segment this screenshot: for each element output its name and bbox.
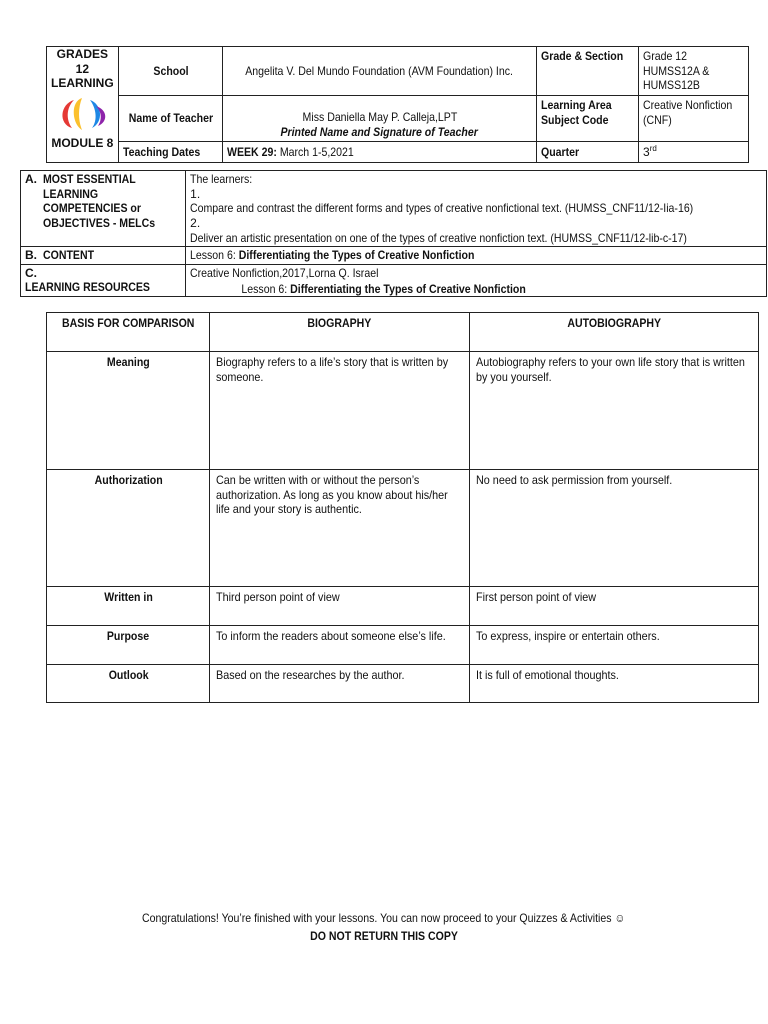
biography-cell: Biography refers to a life’s story that is written by someone.	[210, 352, 469, 470]
module-logo-cell	[47, 47, 119, 163]
teacher-label: Name of Teacher	[118, 95, 223, 141]
learning-area-label: Learning Area Subject Code	[536, 95, 638, 141]
grade-section-label: Grade & Section	[536, 47, 638, 96]
teaching-dates-label: Teaching Dates	[118, 142, 223, 163]
objective-item: 1. Compare and contrast the different forms and types of creative nonfictional text. (HUMSS_CNF11/12-Iia-16)	[190, 186, 694, 216]
table-row	[47, 626, 759, 665]
autobiography-cell: Autobiography refers to your own life story that is written by you yourself.	[469, 352, 758, 470]
autobiography-cell: It is full of emotional thoughts.	[469, 665, 758, 703]
basis-cell: Purpose	[47, 626, 210, 665]
quarter-label: Quarter	[536, 142, 638, 163]
header-biography: BIOGRAPHY	[210, 313, 469, 352]
learning-area-value: Creative Nonfiction (CNF)	[639, 95, 749, 141]
autobiography-cell: No need to ask permission from yourself.	[469, 470, 758, 587]
melc-table	[20, 170, 767, 297]
biography-cell: Can be written with or without the person’s authorization. As long as you know about his/her life and your story is authentic.	[210, 470, 469, 587]
header-basis: BASIS FOR COMPARISON	[47, 313, 210, 352]
table-row	[47, 470, 759, 587]
objective-item: 2. Deliver an artistic presentation on one of the types of creative nonfiction text. (HUMSS_CNF11/12-lib-c-17)	[190, 215, 688, 245]
teacher-caption: Printed Name and Signature of Teacher	[280, 124, 479, 139]
biography-cell: Third person point of view	[210, 587, 469, 626]
teaching-dates-value: WEEK 29: March 1-5,2021	[223, 142, 536, 163]
autobiography-cell: First person point of view	[469, 587, 758, 626]
header-table	[46, 46, 749, 163]
resources-label: C.LEARNING RESOURCES	[21, 264, 186, 296]
biography-cell: To inform the readers about someone else’s life.	[210, 626, 469, 665]
biography-cell: Based on the researches by the author.	[210, 665, 469, 703]
comparison-table	[46, 312, 759, 703]
content-label: B. CONTENT	[21, 247, 186, 265]
table-row	[47, 587, 759, 626]
school-logo-icon	[52, 94, 112, 134]
header-autobiography: AUTOBIOGRAPHY	[469, 313, 758, 352]
basis-cell: Outlook	[47, 665, 210, 703]
resources-value: Creative Nonfiction,2017,Lorna Q. Israel	[186, 264, 767, 296]
grades-label: GRADES 12	[56, 47, 108, 76]
learning-label: LEARNING	[51, 76, 114, 91]
quarter-value: 3rd	[639, 142, 749, 163]
lesson-title: Lesson 6: Differentiating the Types of Creative Nonfiction	[241, 282, 527, 296]
module-label: MODULE 8	[51, 135, 114, 150]
basis-cell: Written in	[47, 587, 210, 626]
table-row	[47, 352, 759, 470]
melc-objectives: The learners: 1. Compare and contrast the different forms and types of creative nonfictional text. (HUMSS_CNF11/12-Iia-16) 2. Deliver an artistic presentation on one of the types of creative nonfiction text. (HUMSS_CNF11/12-lib-c-17)	[186, 171, 767, 247]
content-value: Lesson 6: Differentiating the Types of Creative Nonfiction	[186, 247, 767, 265]
basis-cell: Authorization	[47, 470, 210, 587]
table-row	[47, 665, 759, 703]
teacher-value: Miss Daniella May P. Calleja,LPT Printed Name and Signature of Teacher	[223, 95, 536, 141]
grade-section-value: Grade 12 HUMSS12A & HUMSS12B	[639, 47, 749, 96]
basis-cell: Meaning	[47, 352, 210, 470]
melc-label: A. MOST ESSENTIAL LEARNING COMPETENCIES or OBJECTIVES - MELCs	[21, 171, 186, 247]
autobiography-cell: To express, inspire or entertain others.	[469, 626, 758, 665]
do-not-return-note: DO NOT RETURN THIS COPY	[310, 929, 458, 943]
congratulations-note: Congratulations! You’re finished with your lessons. You can now proceed to your Quizzes & Activities ☺	[142, 911, 626, 925]
school-label: School	[118, 47, 223, 96]
school-value: Angelita V. Del Mundo Foundation (AVM Foundation) Inc.	[223, 47, 536, 96]
